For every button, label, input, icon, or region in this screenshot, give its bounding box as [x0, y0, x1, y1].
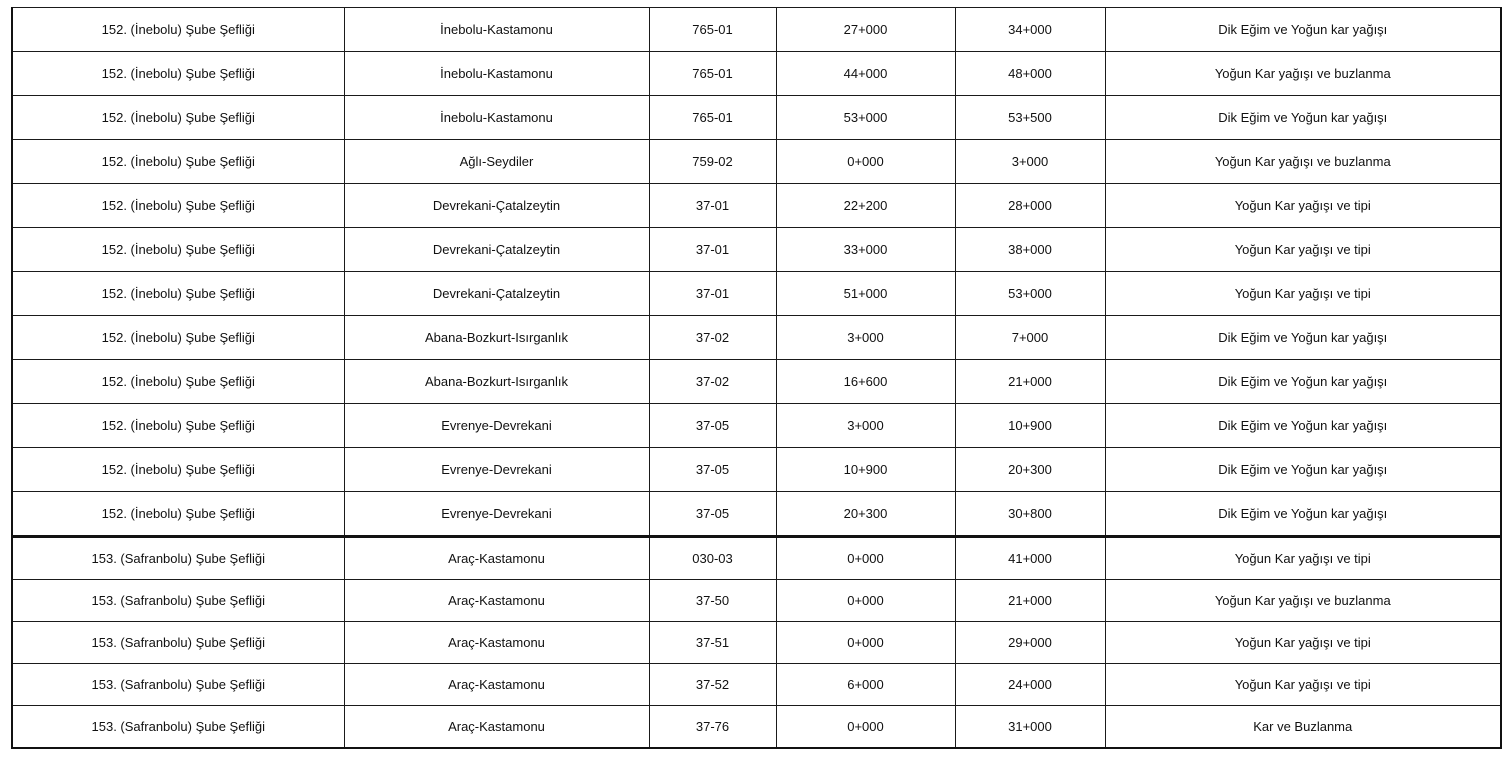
road-number-cell: 37-02 — [649, 316, 776, 360]
hazard-cause-cell: Dik Eğim ve Yoğun kar yağışı — [1105, 492, 1501, 537]
table-row — [12, 228, 1501, 272]
road-name-cell: Evrenye-Devrekani — [344, 404, 649, 448]
table-row — [12, 52, 1501, 96]
hazard-cause-cell: Yoğun Kar yağışı ve buzlanma — [1105, 140, 1501, 184]
hazard-cause-cell: Dik Eğim ve Yoğun kar yağışı — [1105, 448, 1501, 492]
road-name-cell: Araç-Kastamonu — [344, 622, 649, 664]
road-number-cell: 37-76 — [649, 706, 776, 749]
road-number-cell: 37-52 — [649, 664, 776, 706]
road-number-cell: 37-02 — [649, 360, 776, 404]
road-name-cell: Devrekani-Çatalzeytin — [344, 184, 649, 228]
branch-office-cell: 152. (İnebolu) Şube Şefliği — [12, 448, 344, 492]
start-km-cell: 20+300 — [776, 492, 955, 537]
road-name-cell: İnebolu-Kastamonu — [344, 96, 649, 140]
table-row — [12, 272, 1501, 316]
road-number-cell: 37-51 — [649, 622, 776, 664]
start-km-cell: 53+000 — [776, 96, 955, 140]
hazard-cause-cell: Yoğun Kar yağışı ve tipi — [1105, 622, 1501, 664]
table-row — [12, 360, 1501, 404]
branch-office-cell: 152. (İnebolu) Şube Şefliği — [12, 316, 344, 360]
start-km-cell: 0+000 — [776, 622, 955, 664]
branch-office-cell: 152. (İnebolu) Şube Şefliği — [12, 96, 344, 140]
end-km-cell: 29+000 — [955, 622, 1105, 664]
road-name-cell: Ağlı-Seydiler — [344, 140, 649, 184]
road-name-cell: Devrekani-Çatalzeytin — [344, 228, 649, 272]
road-name-cell: Araç-Kastamonu — [344, 706, 649, 749]
branch-office-cell: 152. (İnebolu) Şube Şefliği — [12, 404, 344, 448]
branch-office-cell: 152. (İnebolu) Şube Şefliği — [12, 360, 344, 404]
road-name-cell: Araç-Kastamonu — [344, 664, 649, 706]
table-row — [12, 664, 1501, 706]
start-km-cell: 16+600 — [776, 360, 955, 404]
branch-office-cell: 153. (Safranbolu) Şube Şefliği — [12, 622, 344, 664]
branch-office-cell: 153. (Safranbolu) Şube Şefliği — [12, 706, 344, 749]
hazard-cause-cell: Yoğun Kar yağışı ve tipi — [1105, 537, 1501, 580]
start-km-cell: 33+000 — [776, 228, 955, 272]
table-row — [12, 492, 1501, 537]
start-km-cell: 0+000 — [776, 140, 955, 184]
table-row — [12, 404, 1501, 448]
road-name-cell: Abana-Bozkurt-Isırganlık — [344, 360, 649, 404]
table-row — [12, 537, 1501, 580]
table-row — [12, 140, 1501, 184]
table-row — [12, 96, 1501, 140]
end-km-cell: 53+500 — [955, 96, 1105, 140]
road-name-cell: Araç-Kastamonu — [344, 580, 649, 622]
road-name-cell: Abana-Bozkurt-Isırganlık — [344, 316, 649, 360]
hazard-cause-cell: Dik Eğim ve Yoğun kar yağışı — [1105, 316, 1501, 360]
end-km-cell: 31+000 — [955, 706, 1105, 749]
start-km-cell: 3+000 — [776, 404, 955, 448]
end-km-cell: 24+000 — [955, 664, 1105, 706]
road-number-cell: 37-05 — [649, 404, 776, 448]
branch-office-cell: 152. (İnebolu) Şube Şefliği — [12, 52, 344, 96]
end-km-cell: 21+000 — [955, 360, 1105, 404]
branch-office-cell: 152. (İnebolu) Şube Şefliği — [12, 184, 344, 228]
table-row — [12, 706, 1501, 749]
road-name-cell: İnebolu-Kastamonu — [344, 8, 649, 52]
branch-office-cell: 153. (Safranbolu) Şube Şefliği — [12, 580, 344, 622]
road-name-cell: Araç-Kastamonu — [344, 537, 649, 580]
end-km-cell: 48+000 — [955, 52, 1105, 96]
start-km-cell: 22+200 — [776, 184, 955, 228]
table-row — [12, 580, 1501, 622]
road-number-cell: 37-05 — [649, 492, 776, 537]
branch-office-cell: 152. (İnebolu) Şube Şefliği — [12, 8, 344, 52]
road-number-cell: 030-03 — [649, 537, 776, 580]
end-km-cell: 53+000 — [955, 272, 1105, 316]
start-km-cell: 0+000 — [776, 580, 955, 622]
hazard-cause-cell: Yoğun Kar yağışı ve buzlanma — [1105, 52, 1501, 96]
end-km-cell: 28+000 — [955, 184, 1105, 228]
end-km-cell: 3+000 — [955, 140, 1105, 184]
end-km-cell: 38+000 — [955, 228, 1105, 272]
start-km-cell: 0+000 — [776, 706, 955, 749]
road-name-cell: Evrenye-Devrekani — [344, 448, 649, 492]
hazard-cause-cell: Dik Eğim ve Yoğun kar yağışı — [1105, 404, 1501, 448]
start-km-cell: 51+000 — [776, 272, 955, 316]
start-km-cell: 10+900 — [776, 448, 955, 492]
table-row — [12, 8, 1501, 52]
end-km-cell: 7+000 — [955, 316, 1105, 360]
start-km-cell: 6+000 — [776, 664, 955, 706]
table-body — [12, 8, 1501, 749]
start-km-cell: 44+000 — [776, 52, 955, 96]
branch-office-cell: 153. (Safranbolu) Şube Şefliği — [12, 664, 344, 706]
start-km-cell: 3+000 — [776, 316, 955, 360]
table-row — [12, 622, 1501, 664]
road-number-cell: 765-01 — [649, 8, 776, 52]
hazard-cause-cell: Yoğun Kar yağışı ve buzlanma — [1105, 580, 1501, 622]
road-number-cell: 37-50 — [649, 580, 776, 622]
branch-office-cell: 152. (İnebolu) Şube Şefliği — [12, 272, 344, 316]
hazard-cause-cell: Yoğun Kar yağışı ve tipi — [1105, 272, 1501, 316]
road-number-cell: 765-01 — [649, 52, 776, 96]
table-row — [12, 448, 1501, 492]
table-row — [12, 184, 1501, 228]
end-km-cell: 34+000 — [955, 8, 1105, 52]
road-name-cell: Evrenye-Devrekani — [344, 492, 649, 537]
road-name-cell: Devrekani-Çatalzeytin — [344, 272, 649, 316]
end-km-cell: 10+900 — [955, 404, 1105, 448]
start-km-cell: 0+000 — [776, 537, 955, 580]
start-km-cell: 27+000 — [776, 8, 955, 52]
hazard-cause-cell: Dik Eğim ve Yoğun kar yağışı — [1105, 96, 1501, 140]
branch-office-cell: 153. (Safranbolu) Şube Şefliği — [12, 537, 344, 580]
table-row — [12, 316, 1501, 360]
branch-office-cell: 152. (İnebolu) Şube Şefliği — [12, 228, 344, 272]
branch-office-cell: 152. (İnebolu) Şube Şefliği — [12, 492, 344, 537]
road-number-cell: 37-01 — [649, 272, 776, 316]
hazard-cause-cell: Yoğun Kar yağışı ve tipi — [1105, 184, 1501, 228]
hazard-cause-cell: Yoğun Kar yağışı ve tipi — [1105, 664, 1501, 706]
end-km-cell: 20+300 — [955, 448, 1105, 492]
hazard-cause-cell: Yoğun Kar yağışı ve tipi — [1105, 228, 1501, 272]
road-number-cell: 765-01 — [649, 96, 776, 140]
end-km-cell: 41+000 — [955, 537, 1105, 580]
end-km-cell: 30+800 — [955, 492, 1105, 537]
hazard-cause-cell: Kar ve Buzlanma — [1105, 706, 1501, 749]
road-hazard-table — [11, 7, 1502, 749]
branch-office-cell: 152. (İnebolu) Şube Şefliği — [12, 140, 344, 184]
road-number-cell: 37-05 — [649, 448, 776, 492]
end-km-cell: 21+000 — [955, 580, 1105, 622]
hazard-cause-cell: Dik Eğim ve Yoğun kar yağışı — [1105, 8, 1501, 52]
road-number-cell: 37-01 — [649, 228, 776, 272]
road-number-cell: 759-02 — [649, 140, 776, 184]
road-name-cell: İnebolu-Kastamonu — [344, 52, 649, 96]
hazard-cause-cell: Dik Eğim ve Yoğun kar yağışı — [1105, 360, 1501, 404]
document-sheet — [11, 7, 1500, 749]
road-number-cell: 37-01 — [649, 184, 776, 228]
